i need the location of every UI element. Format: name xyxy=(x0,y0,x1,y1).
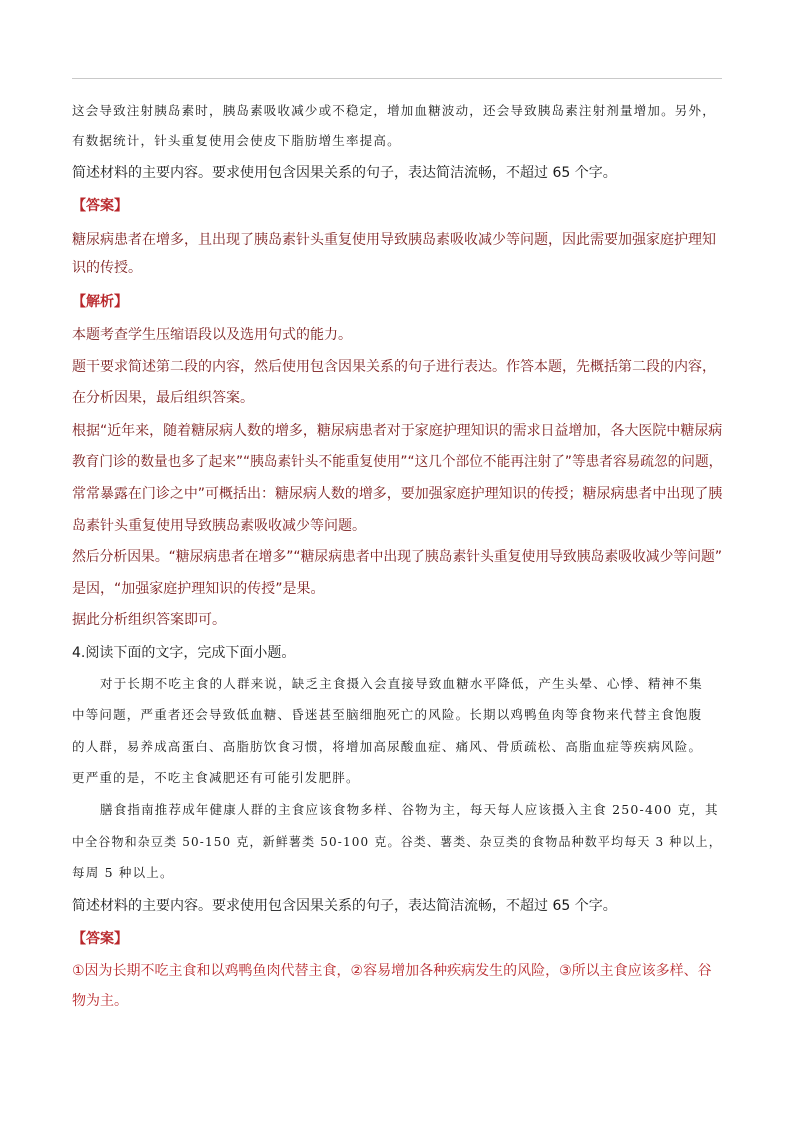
q3-answer-line-2: 识的传授。 xyxy=(72,260,142,276)
q3-analysis-line-4: 根据“近年来，随着糖尿病人数的增多，糖尿病患者对于家庭护理知识的需求日益增加，各大医院中糖尿病 xyxy=(72,423,723,439)
q4-material-p2-line-1: 膳食指南推荐成年健康人群的主食应该食物多样、谷物为主，每天每人应该摄入主食 250-400 克，其 xyxy=(100,802,719,817)
q3-analysis-line-7: 岛素针头重复使用导致胰岛素吸收减少等问题。 xyxy=(72,518,366,534)
q4-material-p1-line-4: 更严重的是，不吃主食减肥还有可能引发肥胖。 xyxy=(72,770,360,785)
q4-material-p1-line-1: 对于长期不吃主食的人群来说，缺乏主食摄入会直接导致血糖水平降低，产生头晕、心悸、精神不集 xyxy=(100,676,703,691)
q3-prompt: 简述材料的主要内容。要求使用包含因果关系的句子，表达简洁流畅，不超过 65 个字。 xyxy=(72,165,617,181)
q3-answer-tag: 【答案】 xyxy=(72,198,128,214)
q4-material-p2-line-3: 每周 5 种以上。 xyxy=(72,865,174,880)
q3-analysis-line-10: 据此分析组织答案即可。 xyxy=(72,612,226,628)
q4-answer-tag: 【答案】 xyxy=(72,931,128,947)
q4-prompt: 简述材料的主要内容。要求使用包含因果关系的句子，表达简洁流畅，不超过 65 个字。 xyxy=(72,898,617,914)
q3-analysis-line-5: 教育门诊的数量也多了起来”“胰岛素针头不能重复使用”“这几个部位不能再注射了”等患者容易疏忽的问题， xyxy=(72,454,723,470)
q4-heading: 4.阅读下面的文字，完成下面小题。 xyxy=(72,645,296,661)
q3-analysis-line-3: 在分析因果，最后组织答案。 xyxy=(72,390,254,406)
q4-answer-line-1: ①因为长期不吃主食和以鸡鸭鱼肉代替主食，②容易增加各种疾病发生的风险，③所以主食应该多样、谷 xyxy=(72,963,712,979)
q3-answer-line-1: 糖尿病患者在增多，且出现了胰岛素针头重复使用导致胰岛素吸收减少等问题，因此需要加强家庭护理知 xyxy=(72,232,716,248)
q4-material-p1-line-3: 的人群，易养成高蛋白、高脂肪饮食习惯，将增加高尿酸血症、痛风、骨质疏松、高脂血症等疾病风险。 xyxy=(72,739,703,754)
q3-material-line-1: 这会导致注射胰岛素时，胰岛素吸收减少或不稳定，增加血糖波动，还会导致胰岛素注射剂量增加。另外， xyxy=(72,103,716,118)
q3-analysis-line-1: 本题考查学生压缩语段以及选用句式的能力。 xyxy=(72,327,352,343)
header-rule xyxy=(72,78,722,79)
q4-material-p2-line-2: 中全谷物和杂豆类 50-150 克，新鲜薯类 50-100 克。谷类、薯类、杂豆类的食物品种数平均每天 3 种以上， xyxy=(72,834,722,849)
q3-analysis-line-6: 常常暴露在门诊之中”可概括出：糖尿病人数的增多，要加强家庭护理知识的传授；糖尿病患者中出现了胰 xyxy=(72,486,723,502)
q3-material-line-2: 有数据统计，针头重复使用会使皮下脂肪增生率提高。 xyxy=(72,133,401,148)
q4-material-p1-line-2: 中等问题，严重者还会导致低血糖、昏迷甚至脑细胞死亡的风险。长期以鸡鸭鱼肉等食物来代替主食饱腹 xyxy=(72,707,703,722)
q3-analysis-tag: 【解析】 xyxy=(72,294,128,310)
q3-analysis-line-8: 然后分析因果。“糖尿病患者在增多”“糖尿病患者中出现了胰岛素针头重复使用导致胰岛素吸收减少等问题” xyxy=(72,549,722,565)
q3-analysis-line-2: 题干要求简述第二段的内容，然后使用包含因果关系的句子进行表达。作答本题，先概括第二段的内容， xyxy=(72,359,716,375)
q4-answer-line-2: 物为主。 xyxy=(72,993,128,1009)
q3-analysis-line-9: 是因，“加强家庭护理知识的传授”是果。 xyxy=(72,581,325,597)
